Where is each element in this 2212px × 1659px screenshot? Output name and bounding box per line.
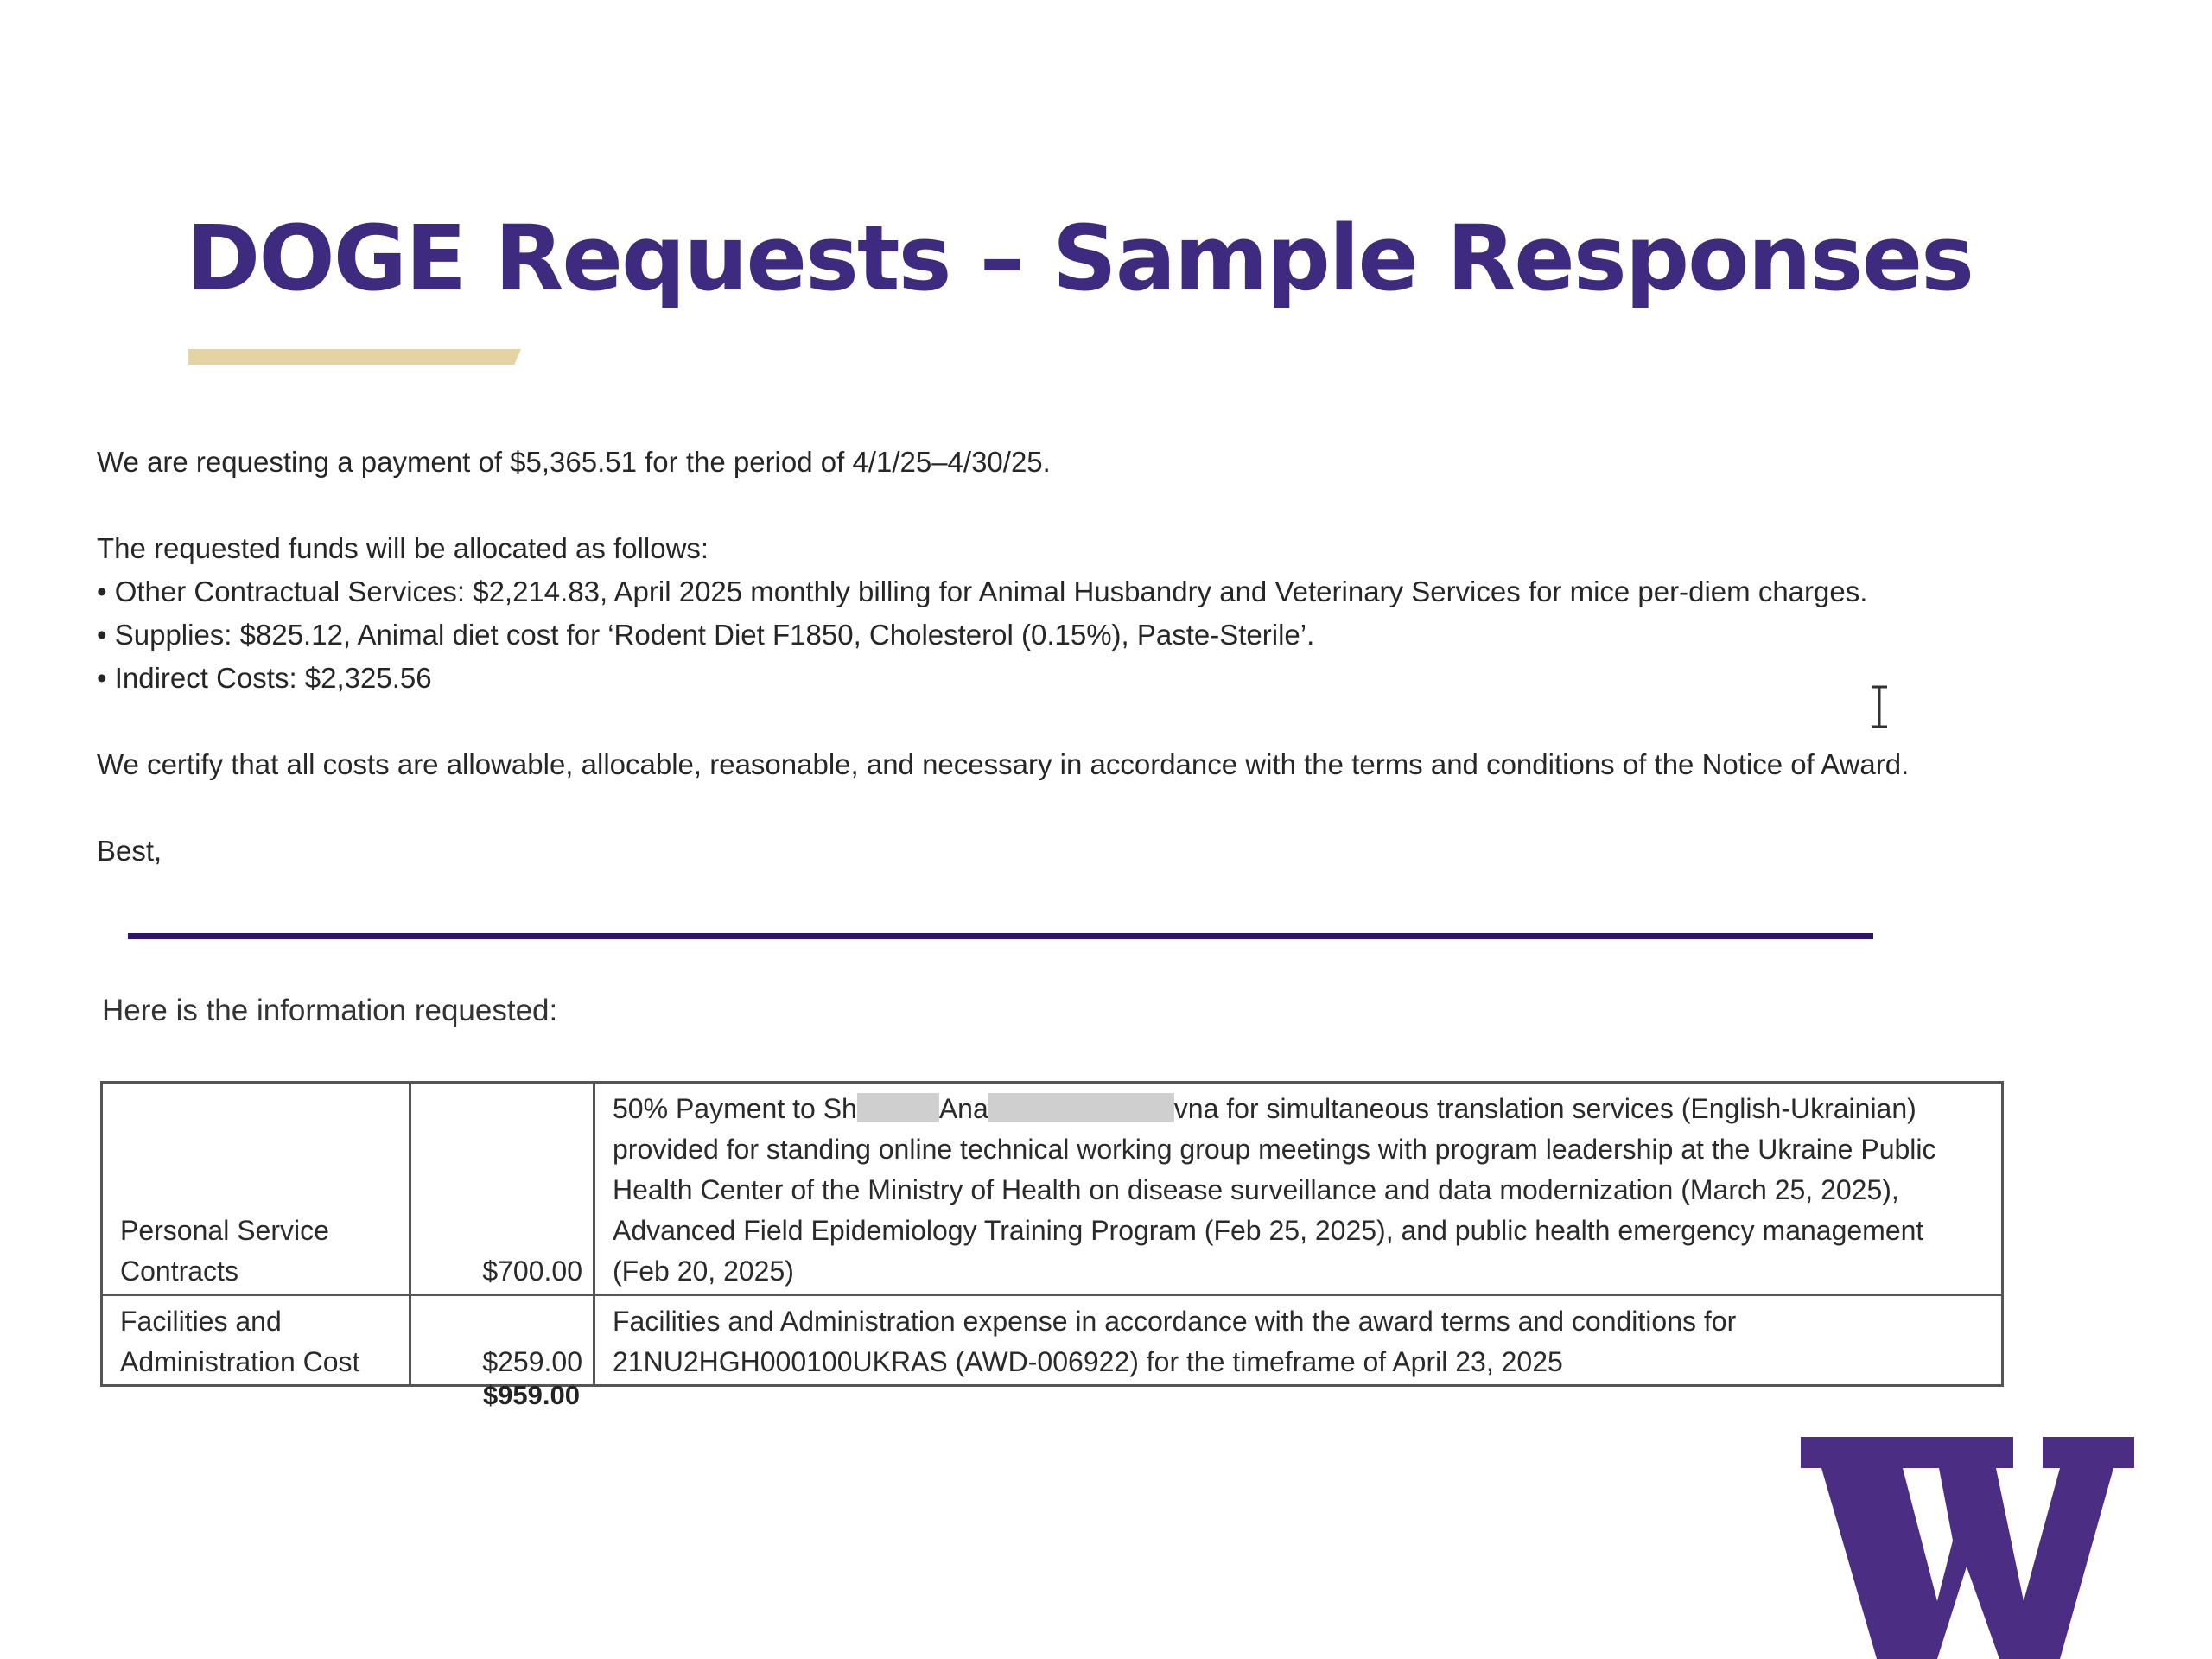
amount-cell: $259.00 xyxy=(410,1295,594,1386)
description-text: vna for simultaneous translation services (English-Ukrainian) provided for standing online technical working group meetings with program leadership at the Ukraine Public Health Center of the Ministry of Health on disease surveillance and data modernization (March 25, 2025), Advanced Field Epidemiology Training Program (Feb 25, 2025), and public health emergency management (Feb 20, 2025) xyxy=(613,1093,1936,1287)
description-text: Ana xyxy=(938,1093,988,1124)
text-cursor-icon xyxy=(1868,684,1891,729)
table-row xyxy=(102,1295,2003,1386)
description-text: 50% Payment to Sh xyxy=(613,1093,857,1124)
category-cell: Facilities and Administration Cost xyxy=(102,1295,410,1386)
payment-request-email xyxy=(97,441,2067,873)
allocation-intro: The requested funds will be allocated as follows: xyxy=(97,532,709,564)
certification-statement: We certify that all costs are allowable, allocable, reasonable, and necessary in accordance with the terms and conditions of the Notice of Award. xyxy=(97,748,1910,780)
slide-title: DOGE Requests – Sample Responses xyxy=(186,206,1973,311)
category-cell: Personal Service Contracts xyxy=(102,1083,410,1295)
section-divider xyxy=(128,933,1873,939)
information-intro: Here is the information requested: xyxy=(102,994,558,1027)
uw-w-logo xyxy=(1801,1437,2134,1659)
description-cell xyxy=(594,1083,2003,1295)
description-cell: Facilities and Administration expense in accordance with the award terms and conditions for 21NU2HGH000100UKRAS (AWD-006922) for the timeframe of April 23, 2025 xyxy=(594,1295,2003,1386)
table-row xyxy=(102,1083,2003,1295)
payment-request-line: We are requesting a payment of $5,365.51 for the period of 4/1/25–4/30/25. xyxy=(97,446,1051,478)
redacted-text xyxy=(988,1093,1174,1122)
title-underline xyxy=(188,349,521,365)
redacted-text xyxy=(857,1093,939,1122)
signoff: Best, xyxy=(97,835,162,867)
allocation-bullet: • Other Contractual Services: $2,214.83, April 2025 monthly billing for Animal Husbandry and Veterinary Services for mice per-diem charges. xyxy=(97,575,1868,607)
allocation-bullet: • Indirect Costs: $2,325.56 xyxy=(97,662,432,694)
cost-breakdown-table xyxy=(100,1081,2004,1387)
total-amount: $959.00 xyxy=(482,1380,580,1410)
amount-cell: $700.00 xyxy=(410,1083,594,1295)
allocation-bullet: • Supplies: $825.12, Animal diet cost for ‘Rodent Diet F1850, Cholesterol (0.15%), Paste-Sterile’. xyxy=(97,619,1315,651)
